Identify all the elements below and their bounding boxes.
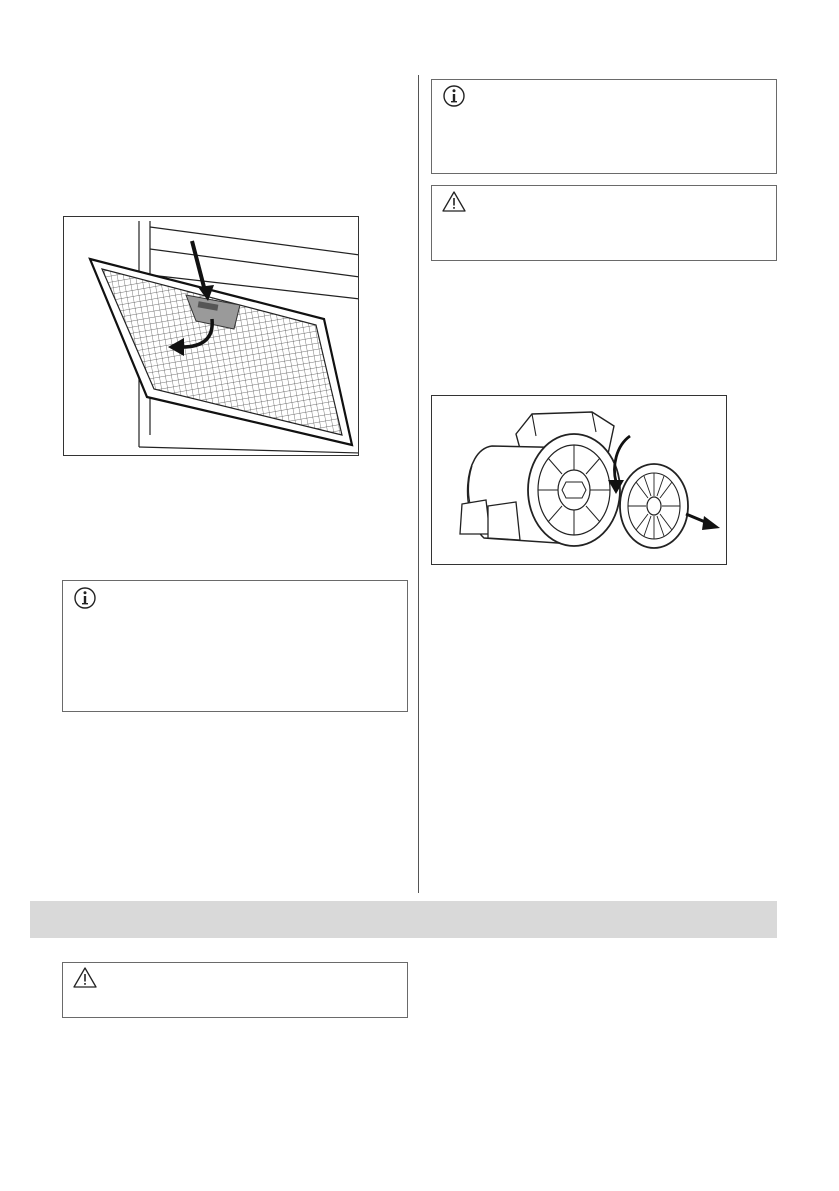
warning-note-right	[431, 185, 777, 261]
section-header-bar	[30, 901, 777, 938]
grease-filter-figure	[63, 216, 359, 456]
info-icon	[442, 84, 466, 108]
warning-icon	[73, 966, 97, 990]
column-divider	[418, 75, 419, 893]
info-note-left	[62, 580, 408, 712]
warning-icon	[442, 190, 466, 214]
charcoal-filter-illustration	[432, 396, 727, 565]
info-note-right	[431, 79, 777, 174]
warning-note-bottom	[62, 962, 408, 1018]
charcoal-filter-figure	[431, 395, 727, 565]
info-icon	[73, 586, 97, 610]
grease-filter-illustration	[64, 217, 359, 456]
